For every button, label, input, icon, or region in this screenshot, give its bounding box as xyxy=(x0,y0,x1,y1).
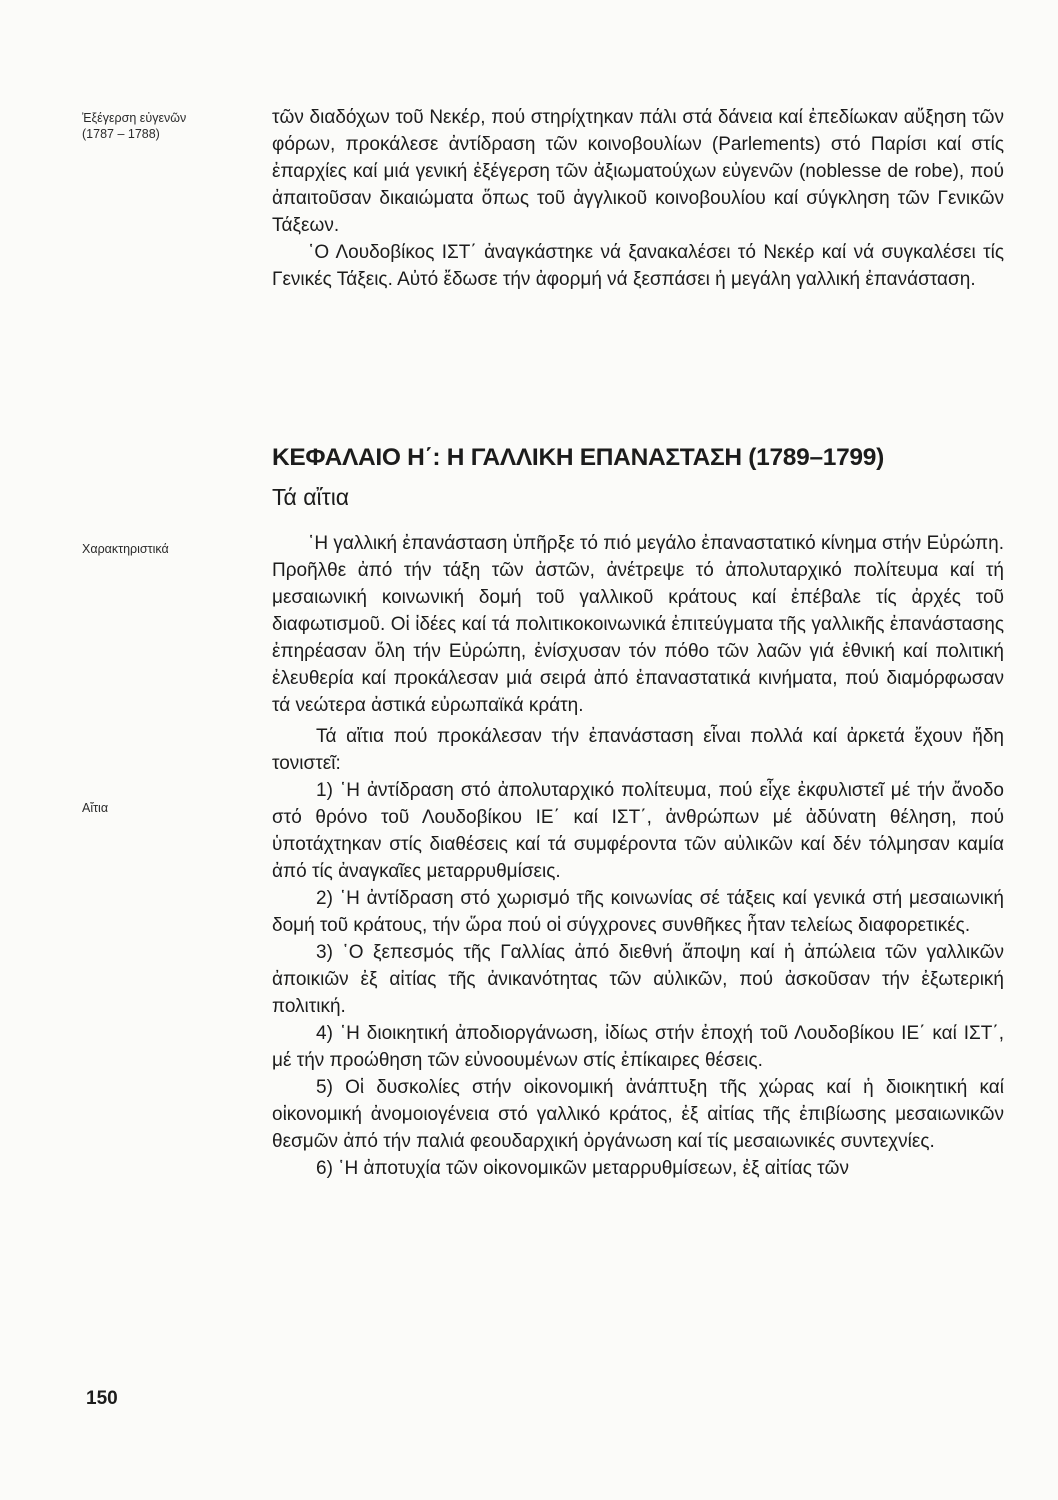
characteristics-paragraph: ῾Η γαλλική ἐπανάσταση ὑπῆρξε τό πιό μεγάλο ἐπαναστατικό κίνημα στήν Εὐρώπη. Προῆλθε ἀπό τήν τάξη τῶν ἀστῶν, ἀνέτρεψε τό ἀπολυταρχικό πολίτευμα καί τή μεσαιωνική κοινωνική δομή τοῦ γαλλικοῦ κράτους καί ἐπέβαλε τίς ἀρχές τοῦ διαφωτισμοῦ. Οἱ ἰδέες καί τά πολιτικοκοινωνικά ἐπιτεύγματα τῆς γαλλικῆς ἐπανάστασης ἐπηρέασαν ὅλη τήν Εὐρώπη, ἐνίσχυσαν τόν πόθο τῶν λαῶν γιά ἐθνική καί πολιτική ἐλευθερία καί προκάλεσαν μιά σειρά ἀπό ἐπαναστατικά κινήματα, πού διαμόρφωσαν τά νεώτερα ἀστικά εὐρωπαϊκά κράτη. xyxy=(272,533,1004,716)
margin-note-uprising-dates: (1787 – 1788) xyxy=(82,127,160,141)
section-title: Τά αἴτια xyxy=(272,484,350,510)
cause-item-3: 3) ῾Ο ξεπεσμός τῆς Γαλλίας ἀπό διεθνή ἄποψη καί ἡ ἀπώλεια τῶν γαλλικῶν ἀποικιῶν ἐξ αἰτίας τῆς ἀνικανότητας τῶν αὐλικῶν, πού ἀσκοῦσαν τήν ἐξωτερική πολιτική. xyxy=(272,942,1004,1017)
page-number: 150 xyxy=(86,1388,118,1409)
intro-paragraph-2: ῾Ο Λουδοβίκος ΙΣΤ΄ ἀναγκάστηκε νά ξανακαλέσει τό Νεκέρ καί νά συγκαλέσει τίς Γενικές Τάξεις. Αὐτό ἔδωσε τήν ἀφορμή νά ξεσπάσει ἡ μεγάλη γαλλική ἐπανάσταση. xyxy=(272,242,1004,290)
margin-note-characteristics: Χαρακτηριστικά xyxy=(82,542,169,556)
cause-item-2: 2) ῾Η ἀντίδραση στό χωρισμό τῆς κοινωνίας σέ τάξεις καί γενικά στή μεσαιωνική δομή τοῦ κράτους, τήν ὥρα πού οἱ σύγχρονες συνθῆκες ἦταν τελείως διαφορετικές. xyxy=(272,888,1004,936)
intro-paragraph-1: τῶν διαδόχων τοῦ Νεκέρ, πού στηρίχτηκαν πάλι στά δάνεια καί ἐπεδίωκαν αὔξηση τῶν φόρων, προκάλεσε ἀντίδραση τῶν κοινοβουλίων (Parlements) στό Παρίσι καί στίς ἐπαρχίες καί μιά γενική ἐξέγερση τῶν ἀξιωματούχων εὐγενῶν (noblesse de robe), πού ἀπαιτοῦσαν δικαιώματα ὅπως τοῦ ἀγγλικοῦ κοινοβουλίου καί σύγκληση τῶν Γενικῶν Τάξεων. xyxy=(272,107,1004,236)
intro-text xyxy=(272,104,1004,293)
cause-item-1: 1) ῾Η ἀντίδραση στό ἀπολυταρχικό πολίτευμα, πού εἶχε ἐκφυλιστεῖ μέ τήν ἄνοδο στό θρόνο τοῦ Λουδοβίκου ΙΕ΄ καί ΙΣΤ΄, ἀνθρώπων μέ ἀδύνατη θέληση, πού ὑποτάχτηκαν στίς διαθέσεις καί τά συμφέροντα τῶν αὐλικῶν καί δέν τόλμησαν καμία ἀπό τίς ἀναγκαῖες μεταρρυθμίσεις. xyxy=(272,780,1004,882)
cause-item-4: 4) ῾Η διοικητική ἀποδιοργάνωση, ἰδίως στήν ἐποχή τοῦ Λουδοβίκου ΙΕ΄ καί ΙΣΤ΄, μέ τήν προώθηση τῶν εὐνοουμένων στίς ἐπίκαιρες θέσεις. xyxy=(272,1023,1004,1071)
margin-note-uprising-title: Ἐξέγερση εὐγενῶν xyxy=(82,111,187,125)
cause-item-5: 5) Οἱ δυσκολίες στήν οἰκονομική ἀνάπτυξη τῆς χώρας καί ἡ διοικητική καί οἰκονομική ἀνομοιογένεια στό γαλλικό κράτος, ἐξ αἰτίας τῆς ἐπιβίωσης μεσαιωνικῶν θεσμῶν ἀπό τήν παλιά φεουδαρχική ὀργάνωση καί τίς μεσαιωνικές συντεχνίες. xyxy=(272,1077,1004,1152)
chapter-title: ΚΕΦΑΛΑΙΟ Η΄: Η ΓΑΛΛΙΚΗ ΕΠΑΝΑΣΤΑΣΗ (1789–1799) xyxy=(272,444,884,471)
causes-intro-paragraph: Τά αἴτια πού προκάλεσαν τήν ἐπανάσταση εἶναι πολλά καί ἀρκετά ἔχουν ἤδη τονιστεῖ: xyxy=(272,726,1004,774)
margin-note-causes: Αἴτια xyxy=(82,801,109,815)
main-text xyxy=(272,530,1004,1182)
margin-note-uprising xyxy=(82,110,242,142)
cause-item-6: 6) ῾Η ἀποτυχία τῶν οἰκονομικῶν μεταρρυθμίσεων, ἐξ αἰτίας τῶν xyxy=(316,1158,849,1179)
